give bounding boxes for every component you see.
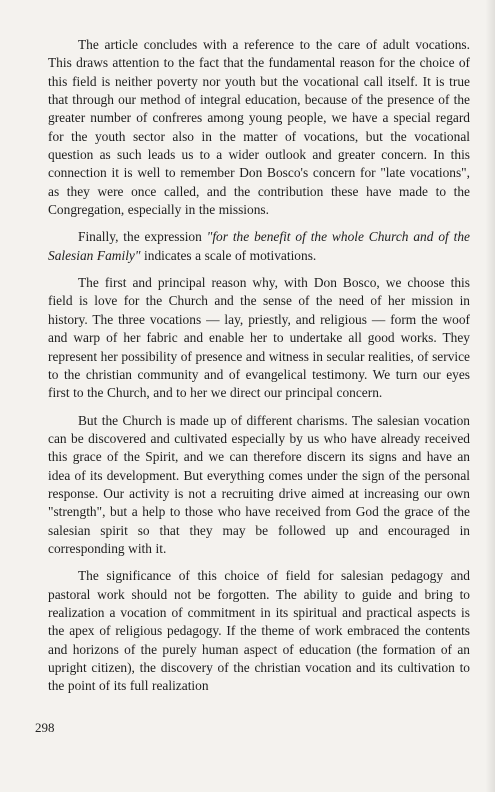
- page-number: 298: [35, 720, 55, 735]
- paragraph-expression-before: Finally, the expression: [78, 229, 207, 245]
- paragraph-expression-quote: "for the benefit of the whole Church and of the Salesian Family": [48, 229, 470, 263]
- paragraph-adult-vocations: The article concludes with a reference to the care of adult vocations. This draws attention to the fact that the fundamental reason for the choice of this field is neither poverty nor youth but the vocational call itself. It is true that through our method of integral education, because of the presence of the greater number of confreres among young people, we have a special regard for the youth sector also in the matter of vocations, but the vocational question as such leads us to a wider outlook and greater concern. In this connection it is well to remember Don Bosco's concern for "late vocations", as they were once called, and the contribution these have made to the Congregation, especially in the missions.: [48, 37, 470, 218]
- body-text: [48, 36, 470, 706]
- paragraph-expression-after: indicates a scale of motivations.: [140, 247, 317, 263]
- paragraph-significance: The significance of this choice of field for salesian pedagogy and pastoral work should not be forgotten. The ability to guide and bring to realization a vocation of commitment in its spiritual and practical aspects is the apex of religious pedagogy. If the theme of work embraced the contents and horizons of the purely human aspect of education (the formation of an upright citizen), the discovery of the christian vocation and its cultivation to the point of its full realization: [48, 568, 470, 694]
- spine-shadow: [485, 0, 495, 792]
- paragraph-principal-reason: The first and principal reason why, with Don Bosco, we choose this field is love for the Church and the sense of the need of her mission in history. The three vocations — lay, priestly, and religious — form the woof and warp of her fabric and enable her to undertake all good works. They represent her possibility of presence and witness in secular realities, of service to the christian community and of evangelical testimony. We turn our eyes first to the Church, and to her we direct our principal concern.: [48, 275, 470, 401]
- paragraph-expression: [48, 228, 470, 265]
- paragraph-charisms: But the Church is made up of different charisms. The salesian vocation can be discovered and cultivated especially by us who have already received this grace of the Spirit, and we can therefore discern its signs and have an idea of its development. But everything comes under the sign of the personal response. Our activity is not a recruiting drive aimed at increasing our own "strength", but a help to those who have received from God the grace of the salesian spirit so that they may be followed up and encouraged in corresponding with it.: [48, 412, 470, 556]
